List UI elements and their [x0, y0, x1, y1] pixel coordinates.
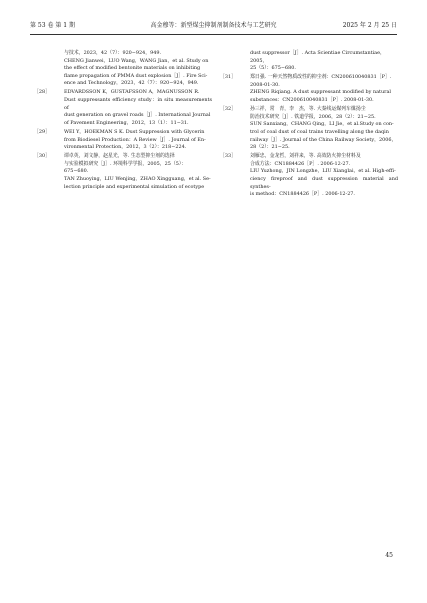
reference-number: ［31］	[220, 74, 237, 81]
reference-entry	[220, 106, 398, 152]
reference-line: 675−680.	[64, 168, 89, 175]
right-column	[220, 50, 398, 200]
reference-line: substances：CN200610040831［P］. 2008-01-30.	[250, 97, 374, 104]
reference-line: TAN Zhuoying，LIU Wenjing，ZHAO Xingguang，et al. Se-	[64, 176, 211, 182]
reference-line: vironmental Protection，2012，3（2）：218−224.	[64, 144, 187, 151]
reference-entry	[220, 74, 398, 104]
reference-line: 孙三祥，常 青，李 杰，等. 大秦线运煤列车煤扬尘	[250, 106, 366, 113]
journal-volume-issue: 第 53 卷 第 1 期	[30, 22, 75, 29]
reference-line: 郑日强. 一种天然物质改性的抑尘剂：CN200610040831［P］.	[250, 74, 392, 81]
reference-line: LIU Yuzhong，JIN Longzhe，LIU Xianglai，et al. High-effi-	[250, 168, 396, 175]
reference-continuation	[34, 50, 212, 88]
reference-entry	[34, 89, 212, 127]
reference-line: lection principle and experimental simulation of ecotype	[64, 183, 205, 190]
reference-number: ［28］	[34, 89, 51, 96]
reference-line: ZHENG Riqiang. A dust suppressant modified by natural	[250, 89, 391, 96]
reference-entry	[34, 153, 212, 191]
reference-line: 2008-01-30.	[250, 81, 280, 88]
running-header	[30, 20, 397, 32]
reference-line: dust generation on gravel roads［J］. International Journal	[64, 112, 211, 119]
reference-line: 与实验模拟研究［J］. 环境科学学报，2005，25（5）：	[64, 160, 187, 167]
reference-line: 28（2）：21−25.	[250, 144, 290, 151]
reference-number: ［32］	[220, 106, 237, 113]
reference-number: ［29］	[34, 128, 51, 135]
reference-line: the effect of modified bentonite materials on inhibiting	[64, 65, 201, 72]
reference-line: WEI Y，HOEKMAN S K. Dust Suppression with Glycerin	[64, 128, 205, 135]
reference-line: 合成方法：CN1884426［P］. 2006-12-27.	[250, 160, 351, 167]
reference-line: CHENG Jianwei，LUO Wang，WANG Jian，et al. Study on	[64, 57, 209, 64]
reference-line: flame propagation of PMMA dust explosion［J］. Fire Sci-	[64, 72, 208, 79]
reference-line: SUN Sanxiang，CHANG Qing，LI Jie，et al.Study on con-	[250, 121, 394, 128]
page-number: 45	[385, 552, 393, 559]
article-running-title: 高金穆等：新型煤尘抑制剂制备技术与工艺研究	[150, 22, 277, 29]
reference-line: ciency fireproof and dust suppression material and synthes-	[250, 176, 398, 190]
reference-line: 刘雁忠，金龙哲，刘祥来，等. 高效防火抑尘材料及	[250, 153, 361, 160]
reference-line: trol of coal dust of coal trains travelling along the daqin	[250, 128, 389, 135]
reference-line: dust suppressor［J］. Acta Scientiae Circumstantiae，2005，	[250, 50, 385, 64]
reference-number: ［33］	[220, 153, 237, 160]
reference-line: 与技术，2023，42（7）：920−924，949.	[64, 50, 162, 56]
reference-line: EDVARDSSON K，GUSTAFSSON A，MAGNUSSON R.	[64, 89, 200, 96]
reference-line: Dust suppressants efficiency study：in situ measurements of	[64, 97, 212, 111]
reference-continuation	[220, 50, 398, 73]
reference-line: ence and Technology，2023，42（7）：920−924，949.	[64, 80, 199, 87]
reference-line: 谭卓英，刘文静，赵星光，等. 生态型抑尘剂的选择	[64, 153, 175, 160]
reference-line: from Biodiesel Production：A Review［J］. Journal of En-	[64, 136, 206, 143]
reference-entry	[220, 153, 398, 199]
publication-date: 2025 年 2 月 25 日	[342, 22, 397, 29]
reference-line: railway［J］. Journal of the China Railway Society，2006，	[250, 136, 397, 143]
header-rule	[30, 34, 397, 35]
reference-line: 防治技术研究［J］. 铁道学报，2006，28（2）：21−25.	[250, 113, 376, 120]
reference-line: of Pavement Engineering，2012，13（1）：11−31.	[64, 119, 189, 126]
reference-line: is method：CN1884426［P］. 2006-12-27.	[250, 191, 355, 198]
left-column	[34, 50, 212, 193]
reference-line: 25（5）：675−680.	[250, 65, 296, 72]
reference-number: ［30］	[34, 153, 51, 160]
reference-entry	[34, 129, 212, 152]
